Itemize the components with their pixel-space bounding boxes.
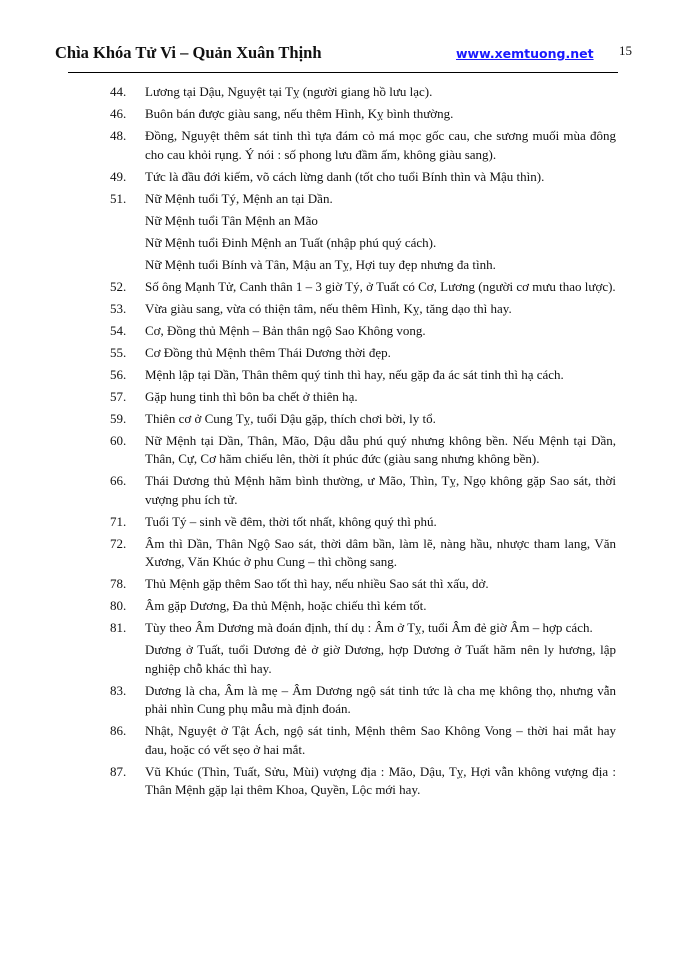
item-continuation: Nữ Mệnh tuổi Tân Mệnh an Mão (145, 212, 318, 228)
item-number: 83. (110, 682, 127, 698)
list-item (110, 190, 616, 209)
item-text: Âm gặp Dương, Đa thủ Mệnh, hoặc chiếu thì kém tốt. (145, 598, 427, 613)
list-item (110, 168, 616, 187)
item-text: Nữ Mệnh tại Dần, Thân, Mão, Dậu dẫu phú quý nhưng không bền. Nếu Mệnh tại Dần, Thân, Cự, Cơ hãm chiếu lên, thời ít phúc đức (giàu sang nhưng không bền). (145, 432, 616, 466)
header-rule (68, 72, 618, 73)
item-text: Số ông Mạnh Tử, Canh thân 1 – 3 giờ Tý, ở Tuất có Cơ, Lương (người cơ mưu thao lược). (145, 278, 616, 294)
item-number: 46. (110, 106, 127, 121)
item-number: 49. (110, 168, 127, 184)
item-number: 57. (110, 388, 127, 404)
list-item (110, 388, 616, 407)
website-link[interactable]: www.xemtuong.net (456, 46, 594, 61)
item-text: Vừa giàu sang, vừa có thiện tâm, nếu thêm Hình, Kỵ, tăng dạo thì hay. (145, 300, 512, 316)
item-text: Mệnh lập tại Dần, Thân thêm quý tinh thì hay, nếu gặp đa ác sát tinh thì hạ cách. (145, 366, 564, 382)
item-text: Dương là cha, Âm là mẹ – Âm Dương ngộ sát tinh tức là cha mẹ không thọ, nhưng vẫn phải nhìn Cung phụ mẫu mà định đoán. (145, 682, 616, 716)
numbered-list (110, 83, 616, 803)
list-item (110, 682, 616, 719)
item-text: Tuổi Tý – sinh về đêm, thời tốt nhất, không quý thì phú. (145, 513, 437, 529)
item-text: Cơ, Đồng thủ Mệnh – Bản thân ngộ Sao Không vong. (145, 322, 426, 338)
list-item (110, 535, 616, 572)
item-text: Lương tại Dậu, Nguyệt tại Tỵ (người giang hồ lưu lạc). (145, 84, 433, 99)
list-item (110, 322, 616, 341)
item-number: 66. (110, 473, 127, 488)
item-number: 56. (110, 366, 127, 382)
list-item (110, 575, 616, 594)
item-number: 53. (110, 300, 127, 316)
item-continuation: Dương ở Tuất, tuổi Dương đẻ ở giờ Dương, hợp Dương ở Tuất hãm nên ly hương, lập nghiệp chỗ khác thì hay. (145, 642, 616, 676)
item-text: Buôn bán được giàu sang, nếu thêm Hình, Kỵ bình thường. (145, 106, 454, 121)
list-item (110, 127, 616, 164)
list-item (110, 410, 616, 429)
list-item (110, 300, 616, 319)
item-text: Âm thì Dần, Thân Ngộ Sao sát, thời dâm bần, làm lẽ, nàng hầu, nhược tham lang, Văn Xương, Văn Khúc ở phu Cung – thì chồng sang. (145, 535, 616, 569)
list-item (110, 344, 616, 363)
item-text: Thiên cơ ở Cung Tỵ, tuổi Dậu gặp, thích chơi bời, ly tổ. (145, 410, 436, 426)
item-continuation: Nữ Mệnh tuổi Bính và Tân, Mậu an Tỵ, Hợi tuy đẹp nhưng đa tình. (145, 256, 496, 272)
list-item (110, 83, 616, 102)
item-number: 52. (110, 278, 127, 294)
item-number: 48. (110, 128, 127, 143)
list-item (110, 366, 616, 385)
item-number: 54. (110, 322, 127, 338)
list-item (110, 722, 616, 759)
list-item (110, 472, 616, 509)
item-number: 59. (110, 410, 127, 426)
item-text: Nữ Mệnh tuổi Tý, Mệnh an tại Dần. (145, 190, 333, 206)
list-item (110, 619, 616, 638)
item-text: Nhật, Nguyệt ở Tật Ách, ngộ sát tinh, Mệnh thêm Sao Không Vong – thời hai mắt hay đau, hoặc có vết sẹo ở hai mắt. (145, 723, 616, 757)
item-text: Gặp hung tinh thì bôn ba chết ở thiên hạ. (145, 388, 358, 404)
book-title: Chìa Khóa Tử Vi – Quản Xuân Thịnh (55, 43, 322, 62)
item-number: 44. (110, 84, 127, 99)
item-text: Cơ Đồng thủ Mệnh thêm Thái Dương thời đẹp. (145, 344, 391, 360)
item-number: 86. (110, 723, 127, 738)
list-item (110, 278, 616, 297)
item-number: 55. (110, 344, 127, 360)
item-number: 81. (110, 620, 127, 635)
item-text: Tùy theo Âm Dương mà đoán định, thí dụ : Âm ở Tỵ, tuổi Âm đẻ giờ Âm – hợp cách. (145, 620, 593, 635)
item-continuation: Nữ Mệnh tuổi Đinh Mệnh an Tuất (nhập phú quý cách). (145, 234, 437, 250)
list-item (110, 763, 616, 800)
list-item (110, 597, 616, 616)
item-text: Thủ Mệnh gặp thêm Sao tốt thì hay, nếu nhiều Sao sát thì xấu, dở. (145, 576, 489, 591)
item-number: 71. (110, 513, 127, 529)
item-text: Vũ Khúc (Thìn, Tuất, Sửu, Mùi) vượng địa : Mão, Dậu, Tỵ, Hợi vẫn không vượng địa : Thân Mệnh gặp lại thêm Khoa, Quyền, Lộc mới hay. (145, 763, 616, 797)
item-text: Thái Dương thủ Mệnh hãm bình thường, ư Mão, Thìn, Tỵ, Ngọ không gặp Sao sát, thời vượng phu ích tử. (145, 473, 616, 507)
item-number: 72. (110, 535, 127, 551)
item-number: 51. (110, 190, 127, 206)
item-number: 87. (110, 763, 127, 779)
item-number: 80. (110, 598, 127, 613)
list-item (110, 105, 616, 124)
item-number: 60. (110, 432, 127, 448)
list-item (110, 513, 616, 532)
item-text: Tức là đầu đới kiếm, võ cách lừng danh (tốt cho tuổi Bính thìn và Mậu thìn). (145, 168, 545, 184)
page-number: 15 (619, 43, 632, 58)
list-item (110, 432, 616, 469)
item-number: 78. (110, 576, 127, 591)
item-text: Đồng, Nguyệt thêm sát tinh thì tựa đám cỏ má mọc gốc cau, che sương muối mùa đông cho cau khỏi rụng. Ý nói : số phong lưu đầm ấm, không giàu sang). (145, 128, 616, 162)
